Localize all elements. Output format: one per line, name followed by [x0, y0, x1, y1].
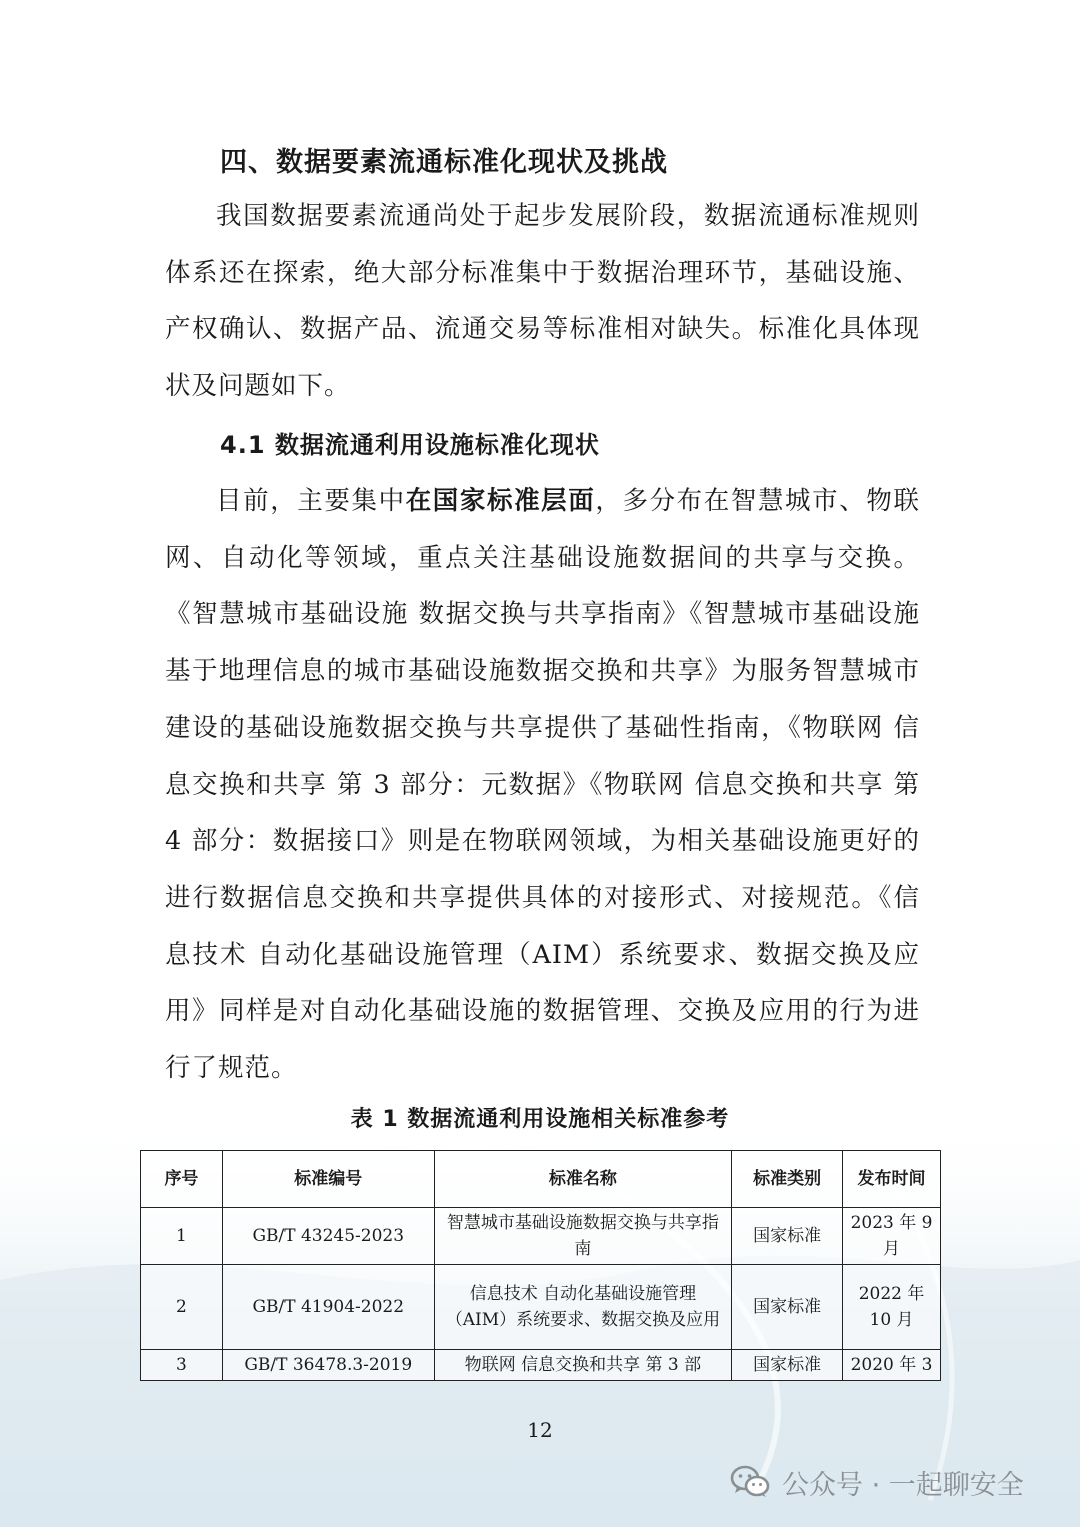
- header-category: 标准类别: [732, 1151, 843, 1208]
- cell-date: 2023 年 9 月: [843, 1208, 941, 1265]
- cell-category: 国家标准: [732, 1208, 843, 1265]
- cell-index: 1: [141, 1208, 223, 1265]
- cell-index: 3: [141, 1350, 223, 1381]
- cell-name: 智慧城市基础设施数据交换与共享指南: [434, 1208, 732, 1265]
- body-text-part2: ，多分布在智慧城市、物联网、自动化等领域，重点关注基础设施数据间的共享与交换。《智慧城市基础设施 数据交换与共享指南》《智慧城市基础设施 基于地理信息的城市基础设施数据交换和共享》为服务智慧城市建设的基础设施数据交换与共享提供了基础性指南，《物联网 信息交换和共享 第 3 部分：元数据》《物联网 信息交换和共享 第 4 部分：数据接口》则是在物联网领域，为相关基础设施更好的进行数据信息交换和共享提供具体的对接形式、对接规范。《信息技术 自动化基础设施管理（AIM）系统要求、数据交换及应用》同样是对自动化基础设施的数据管理、交换及应用的行为进行了规范。: [165, 486, 920, 1084]
- body-paragraph: [165, 473, 920, 1097]
- watermark-text: 公众号 · 一起聊安全: [782, 1469, 1024, 1501]
- cell-index: 2: [141, 1265, 223, 1350]
- cell-date: 2022 年 10 月: [843, 1265, 941, 1350]
- cell-category: 国家标准: [732, 1350, 843, 1381]
- table-row: [141, 1350, 941, 1381]
- body-text-part1: 目前，主要集中: [216, 486, 406, 516]
- watermark: [730, 1460, 1024, 1504]
- body-text-emphasis: 在国家标准层面: [405, 486, 596, 516]
- wechat-icon: [730, 1465, 770, 1499]
- table-caption: 表 1 数据流通利用设施相关标准参考: [350, 1107, 730, 1132]
- standards-table: [140, 1150, 941, 1381]
- header-code: 标准编号: [222, 1151, 434, 1208]
- table-header-row: [141, 1151, 941, 1208]
- table-row: [141, 1208, 941, 1265]
- intro-paragraph: 我国数据要素流通尚处于起步发展阶段，数据流通标准规则体系还在探索，绝大部分标准集中于数据治理环节，基础设施、产权确认、数据产品、流通交易等标准相对缺失。标准化具体现状及问题如下。: [165, 201, 920, 402]
- subsection-heading: 4.1 数据流通利用设施标准化现状: [220, 431, 600, 459]
- header-index: 序号: [141, 1151, 223, 1208]
- cell-code: GB/T 36478.3-2019: [222, 1350, 434, 1381]
- cell-name: 物联网 信息交换和共享 第 3 部: [434, 1350, 732, 1381]
- cell-code: GB/T 41904-2022: [222, 1265, 434, 1350]
- table-row: [141, 1265, 941, 1350]
- section-heading: 四、数据要素流通标准化现状及挑战: [220, 147, 668, 178]
- cell-category: 国家标准: [732, 1265, 843, 1350]
- cell-code: GB/T 43245-2023: [222, 1208, 434, 1265]
- header-name: 标准名称: [434, 1151, 732, 1208]
- page-number: 12: [527, 1418, 553, 1442]
- cell-date: 2020 年 3: [843, 1350, 941, 1381]
- cell-name: 信息技术 自动化基础设施管理（AIM）系统要求、数据交换及应用: [434, 1265, 732, 1350]
- header-date: 发布时间: [843, 1151, 941, 1208]
